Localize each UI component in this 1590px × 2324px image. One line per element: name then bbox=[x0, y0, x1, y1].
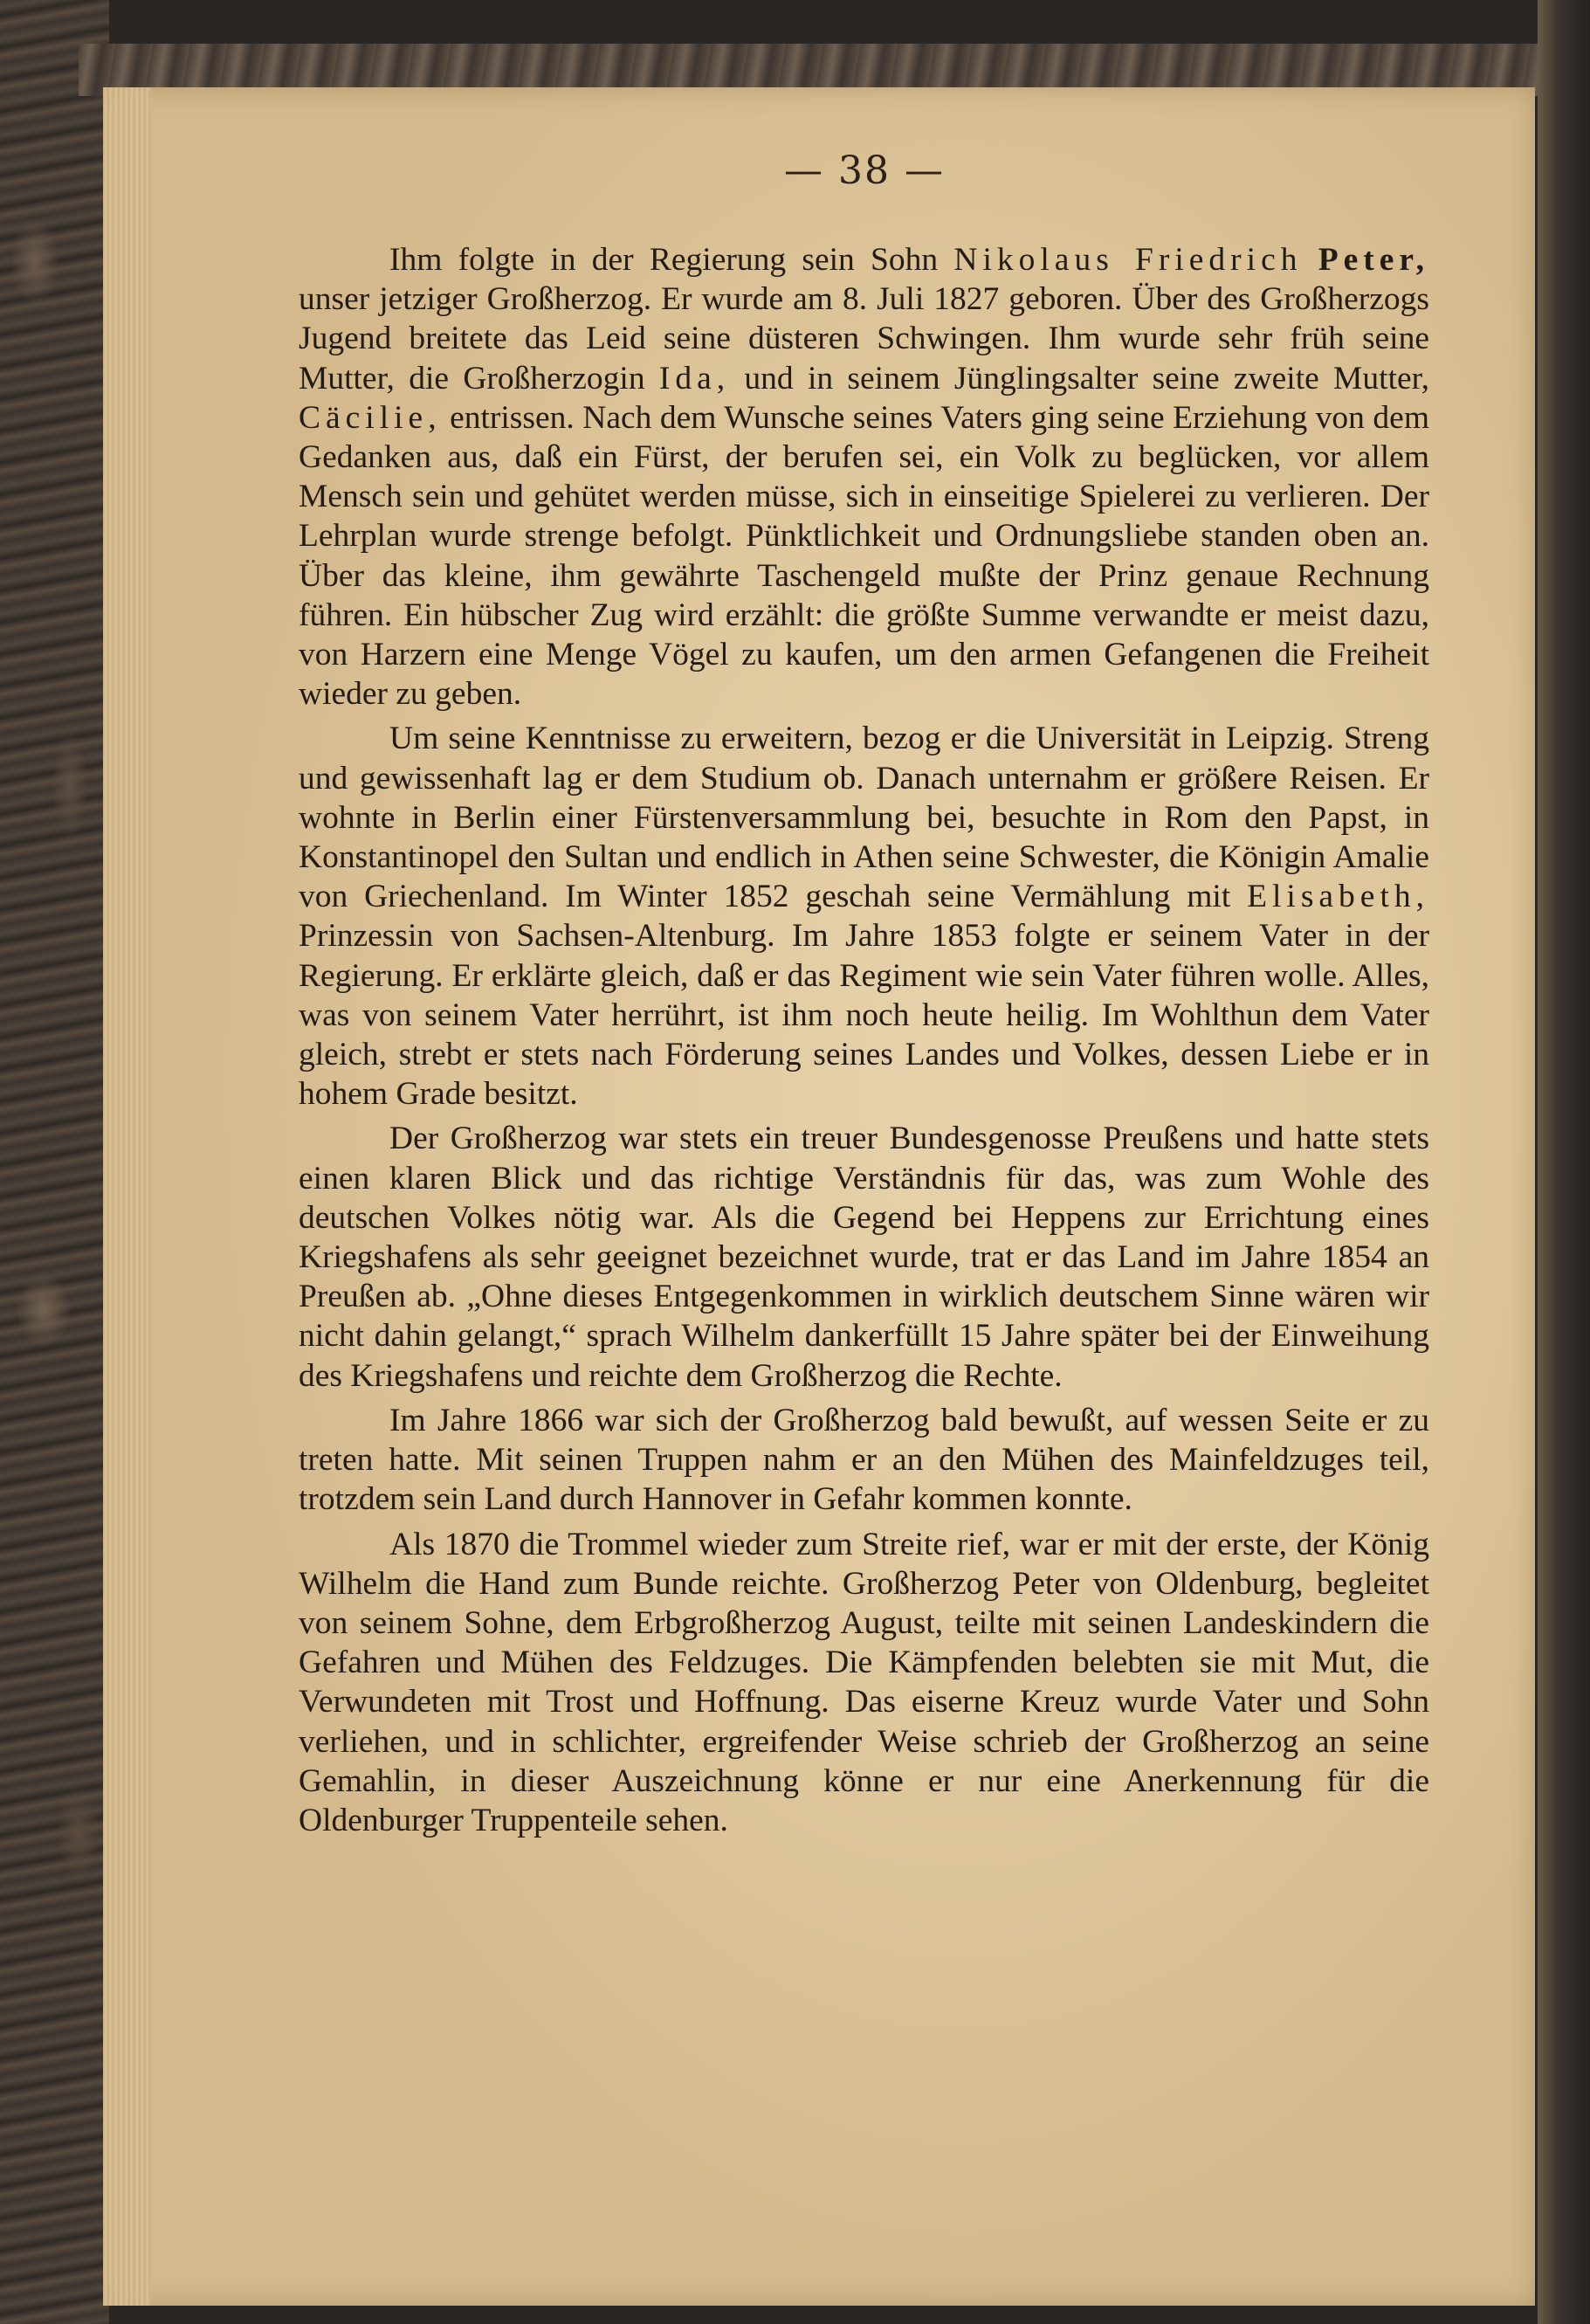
page-fore-edge bbox=[103, 87, 151, 2306]
name-caecilie: Cäcilie, bbox=[299, 399, 442, 436]
name-peter: Peter, bbox=[1318, 242, 1429, 278]
paragraph-4: Im Jahre 1866 war sich der Großherzog bald bewußt, auf wessen Seite er zu treten hatte. Mit seinen Truppen nahm er an den Mühen des Mainfeldzuges teil, trotzdem sein Land durch Hannover in Gefahr kommen konnte. bbox=[299, 1402, 1429, 1518]
paragraph-1-part-2: unser jetziger Großherzog. Er wurde am 8. Juli 1827 geboren. Über des Großherzogs Jugend breitete das Leid seine düsteren Schwingen. Ihm wurde sehr früh seine Mutter, die Großherzogin bbox=[299, 281, 1429, 397]
paragraph-3: Der Großherzog war stets ein treuer Bundesgenosse Preußens und hatte stets einen klaren Blick und das richtige Verständnis für das, was zum Wohle des deutschen Volkes nötig war. Als die Gegend bei Heppens zur Errichtung eines Kriegshafens als sehr geeignet bezeichnet wurde, trat er das Land im Jahre 1854 an Preußen ab. „Ohne dieses Entgegenkommen in wirklich deutschem Sinne wären wir nicht dahin gelangt,“ sprach Wilhelm dankerfüllt 15 Jahre später bei der Einweihung des Kriegshafens und reichte dem Großherzog die Rechte. bbox=[299, 1121, 1429, 1394]
body-text bbox=[299, 240, 1429, 1840]
paragraph-5: Als 1870 die Trommel wieder zum Streite rief, war er mit der erste, der König Wilhelm die Hand zum Bunde reichte. Großherzog Peter von Oldenburg, begleitet von seinem Sohne, dem Erbgroßherzog August, teilte mit seinen Landeskindern die Gefahren und Mühen des Feldzuges. Die Kämpfenden belebten sie mit Mut, die Verwundeten mit Trost und Hoffnung. Das eiserne Kreuz wurde Vater und Sohn verliehen, und in schlichter, ergreifender Weise schrieb der Großherzog an seine Gemahlin, in dieser Auszeichnung könne er nur eine Anerkennung für die Oldenburger Truppenteile sehen. bbox=[299, 1526, 1429, 1838]
next-page-edge bbox=[1538, 0, 1590, 2324]
marbled-binding bbox=[0, 0, 109, 2324]
paragraph-1 bbox=[299, 240, 1429, 714]
paragraph-2-part-1: Um seine Kenntnisse zu erweitern, bezog er die Universität in Leipzig. Streng und gewissenhaft lag er dem Studium ob. Danach unternahm er größere Reisen. Er wohnte in Berlin einer Fürstenversammlung bei, besuchte in Rom den Papst, in Konstantinopel den Sultan und endlich in Athen seine Schwester, die Königin Amalie von Griechenland. Im Winter 1852 geschah seine Vermählung mit bbox=[299, 721, 1429, 915]
paragraph-1-part-1: Ihm folgte in der Regierung sein Sohn bbox=[389, 242, 954, 278]
paragraph-1-part-3: und in seinem Jünglingsalter seine zweite Mutter, bbox=[730, 360, 1429, 397]
page-number: — 38 — bbox=[784, 148, 945, 193]
paragraph-1-part-4: entrissen. Nach dem Wunsche seines Vaters ging seine Erziehung von dem Gedanken aus, daß ein Fürst, der berufen sei, ein Volk zu beglücken, vor allem Mensch sein und gehütet werden müsse, sich in einseitige Spielerei zu verlieren. Der Lehrplan wurde strenge befolgt. Pünktlichkeit und Ordnungsliebe standen oben an. Über das kleine, ihm gewährte Taschengeld mußte der Prinz genaue Rechnung führen. Ein hübscher Zug wird erzählt: die größte Summe verwandte er meist dazu, von Harzern eine Menge Vögel zu kaufen, um den armen Gefangenen die Freiheit wieder zu geben. bbox=[299, 399, 1429, 713]
name-elisabeth: Elisabeth, bbox=[1247, 879, 1429, 915]
paragraph-2-part-2: Prinzessin von Sachsen-Altenburg. Im Jahre 1853 folgte er seinem Vater in der Regierung. Er erklärte gleich, daß er das Regiment wie sein Vater führen wolle. Alles, was von seinem Vater herrührt, ist ihm noch heute heilig. Im Wohlthun dem Vater gleich, strebt er stets nach Förderung seines Landes und Volkes, dessen Liebe er in hohem Grade besitzt. bbox=[299, 918, 1429, 1113]
name-ida: Ida, bbox=[658, 360, 731, 397]
paragraph-2 bbox=[299, 719, 1429, 1114]
name-nikolaus-friedrich: Nikolaus Friedrich bbox=[953, 242, 1303, 278]
